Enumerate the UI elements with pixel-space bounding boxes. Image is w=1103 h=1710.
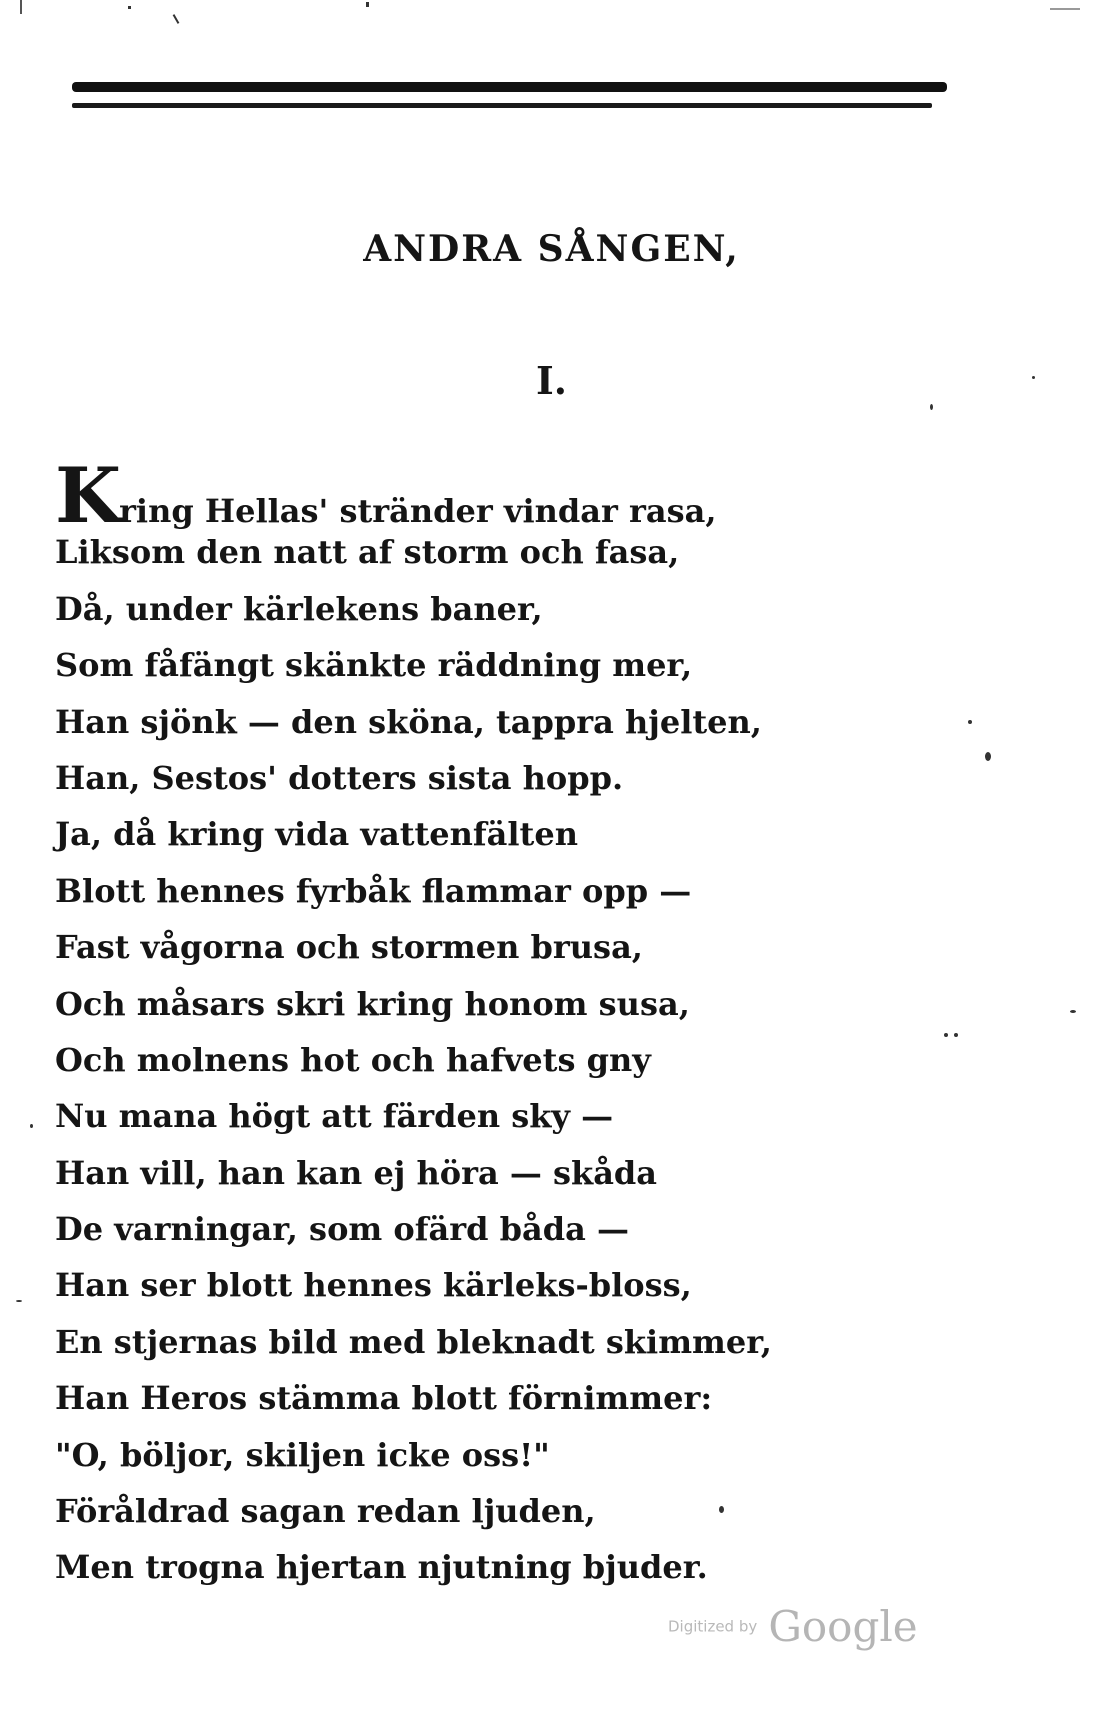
ink-speck	[128, 6, 131, 9]
ink-speck	[968, 720, 972, 724]
watermark-prefix: Digitized by	[668, 1617, 758, 1636]
verse-line-18: "O, böljor, skiljen icke oss!"	[55, 1435, 550, 1474]
page-edge-mark	[20, 0, 22, 14]
verse-line-10: Och måsars skri kring honom susa,	[55, 984, 690, 1023]
verse-line-2: Liksom den natt af storm och fasa,	[55, 533, 680, 572]
verse-line-15: Han ser blott hennes kärleks-bloss,	[55, 1266, 692, 1305]
section-number: I.	[535, 358, 567, 403]
verse-line-5: Han sjönk — den sköna, tappra hjelten,	[55, 702, 762, 741]
verse-line-4: Som fåfängt skänkte räddning mer,	[55, 646, 693, 685]
drop-cap: K	[55, 451, 120, 540]
verse-line-8: Blott hennes fyrbåk flammar opp —	[55, 871, 692, 910]
verse-line-14: De varningar, som ofärd båda —	[55, 1210, 629, 1249]
verse-line-9: Fast vågorna och stormen brusa,	[55, 928, 643, 967]
ink-speck	[1050, 8, 1080, 10]
ink-speck	[944, 1033, 948, 1037]
verse-line-6: Han, Sestos' dotters sista hopp.	[55, 758, 624, 797]
ink-speck	[719, 1506, 724, 1513]
ink-speck	[30, 1124, 33, 1128]
verse-line-11: Och molnens hot och hafvets gny	[55, 1040, 651, 1079]
ink-speck	[1032, 376, 1035, 379]
google-logo: Google	[768, 1602, 918, 1651]
verse-line-17: Han Heros stämma blott förnimmer:	[55, 1379, 713, 1418]
ink-speck	[173, 14, 180, 24]
header-rule-thick	[72, 82, 947, 92]
verse-line-16: En stjernas bild med bleknadt skimmer,	[55, 1322, 772, 1361]
verse-line-20: Men trogna hjertan njutning bjuder.	[55, 1548, 708, 1587]
ink-speck	[954, 1033, 958, 1037]
verse-line-1-text: ring Hellas' stränder vindar rasa,	[119, 492, 717, 530]
verse-line-3: Då, under kärlekens baner,	[55, 589, 543, 628]
poem-stanza	[55, 451, 955, 1652]
header-rule-thin	[72, 103, 932, 108]
ink-speck	[366, 2, 369, 7]
ink-speck	[16, 1300, 22, 1302]
digitized-watermark	[668, 1602, 918, 1651]
verse-line-19: Föråldrad sagan redan ljuden,	[55, 1492, 596, 1531]
verse-line-12: Nu mana högt att färden sky —	[55, 1097, 614, 1136]
ink-speck	[985, 752, 991, 761]
chapter-heading: ANDRA SÅNGEN,	[363, 228, 740, 270]
verse-line-7: Ja, då kring vida vattenfälten	[55, 815, 578, 854]
ink-speck	[930, 404, 933, 410]
verse-line-1	[55, 451, 955, 540]
ink-speck	[1070, 1010, 1076, 1013]
verse-line-13: Han vill, han kan ej höra — skåda	[55, 1153, 658, 1192]
